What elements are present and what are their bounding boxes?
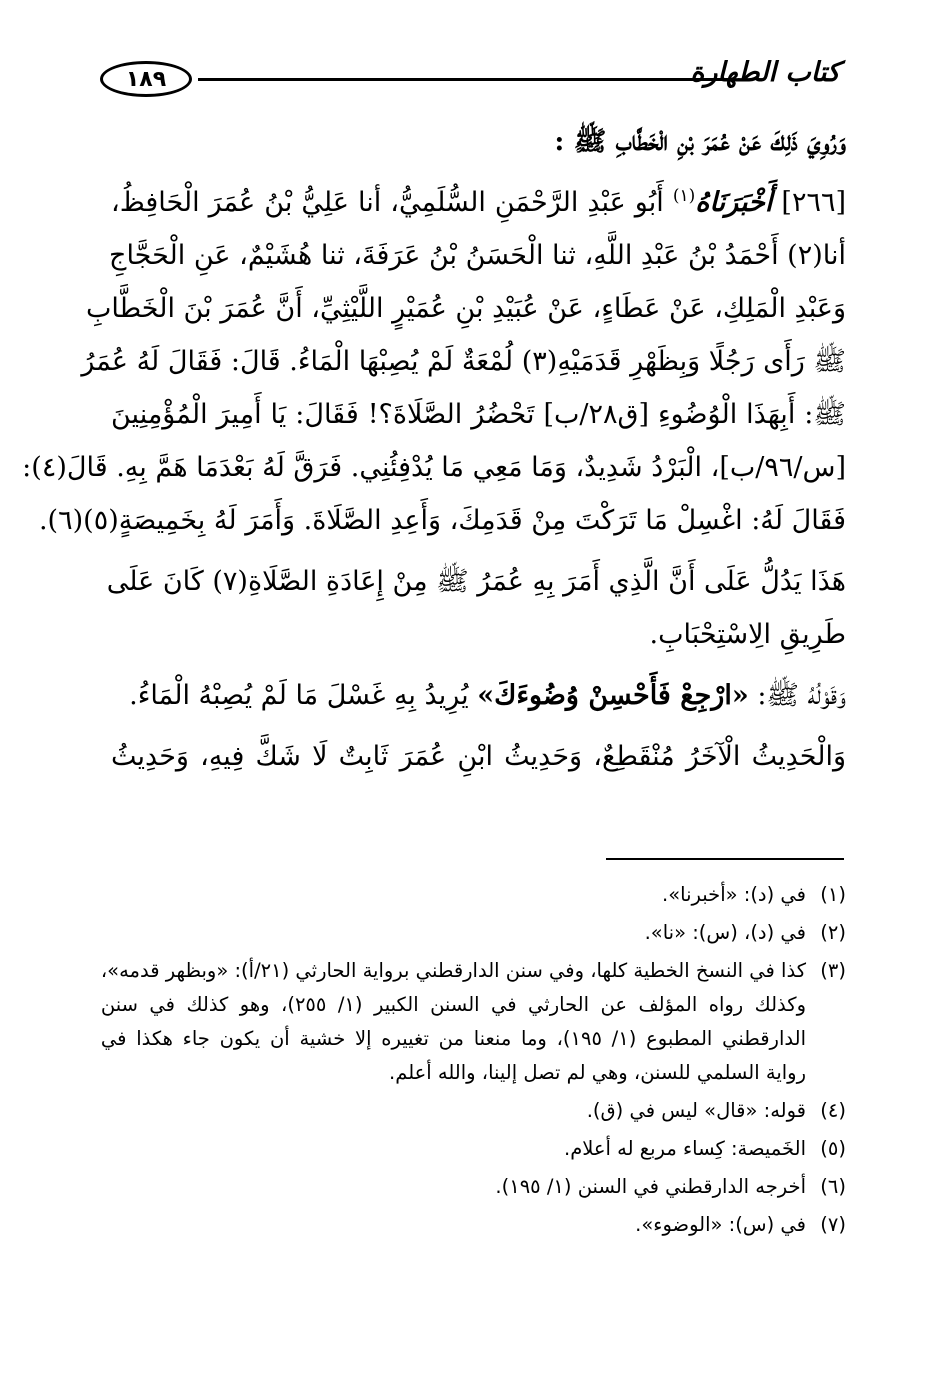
text-line <box>111 669 846 722</box>
footnote-text: في (د): «أخبرنا». <box>662 883 806 906</box>
footnotes <box>100 878 846 1246</box>
footnote-text: وكذلك رواه المؤلف عن الحارثي في السنن الكبير (١/ ٢٥٥)، وهو كذلك في سنن <box>100 993 806 1016</box>
footnote-separator <box>606 858 844 860</box>
text-line: [س/٩٦/ب]، الْبَرْدُ شَدِيدٌ، وَمَا مَعِي مَا يُدْفِئُنِي. فَرَقَّ لَهُ بَعْدَمَا هَمَّ بِهِ. قَالَ(٤): <box>22 452 846 483</box>
footnote-text: الدارقطني المطبوع (١/ ١٩٥)، وما منعنا من تغييره إلا خشية أن يكون جاء هكذا في <box>100 1027 806 1050</box>
footnote <box>106 1094 846 1128</box>
main-text <box>22 115 846 783</box>
footnote-number: (٢) <box>820 921 846 944</box>
text-line-content: أَبُو عَبْدِ الرَّحْمَنِ السُّلَمِيُّ، أنا عَلِيُّ بْنُ عُمَرَ الْحَافِظُ، <box>111 187 664 218</box>
footnote-text: في (س): «الوضوء». <box>635 1213 806 1236</box>
text-line: هَذَا يَدُلُّ عَلَى أَنَّ الَّذِي أَمَرَ بِهِ عُمَرُ ﷺ مِنْ إِعَادَةِ الصَّلَاةِ(٧) كَانَ عَلَى <box>106 566 846 597</box>
text-line-content: يُرِيدُ بِهِ غَسْلَ مَا لَمْ يُصِبْهُ الْمَاءُ. <box>129 680 469 711</box>
footnote <box>106 1208 846 1242</box>
footnote-text: الخَميصة: كِساء مربع له أعلام. <box>564 1137 806 1160</box>
footnote <box>106 878 846 912</box>
text-line: ﷺ رَأَى رَجُلًا وَبِظَهْرِ قَدَمَيْهِ(٣) لُمْعَةٌ لَمْ يُصِبْهَا الْمَاءُ. قَالَ: فَقَالَ لَهُ عُمَرُ <box>81 346 846 377</box>
footnote-number: (٦) <box>820 1175 846 1198</box>
footnote-number: (٣) <box>820 959 846 982</box>
footnote-text: في (د)، (س): «نا». <box>644 921 806 944</box>
page-header <box>100 55 840 107</box>
footnote-text: رواية السلمي للسنن، وهي لم تصل إلينا، والله أعلم. <box>389 1061 806 1084</box>
page-number-text: ١٨٩ <box>125 66 167 92</box>
text-line: طَرِيقِ الِاسْتِحْبَابِ. <box>649 619 846 650</box>
text-line: وَعَبْدِ الْمَلِكِ، عَنْ عَطَاءٍ، عَنْ عُبَيْدِ بْنِ عُمَيْرٍ اللَّيْثِيِّ، أَنَّ عُمَرَ بْنَ الْخَطَّابِ <box>86 293 846 324</box>
footnote-number: (١) <box>820 883 846 906</box>
text-line: ﷺ: أَبِهَذَا الْوُضُوءِ [ق٢٨/ب] تَحْضُرُ الصَّلَاةَ؟! فَقَالَ: يَا أَمِيرَ الْمُؤْمِنِينَ <box>111 399 846 430</box>
text-line: أنا(٢) أَحْمَدُ بْنُ عَبْدِ اللَّهِ، ثنا الْحَسَنُ بْنُ عَرَفَةَ، ثنا هُشَيْمٌ، عَنِ الْحَجَّاجِ <box>109 240 846 271</box>
book-title: كتاب الطهارة <box>690 57 840 88</box>
akhbarana: أَخْبَرَنَاهُ <box>695 187 773 218</box>
footnote <box>100 954 846 1090</box>
footnote-text: قوله: «قال» ليس في (ق). <box>586 1099 806 1122</box>
footnote-ref: (١) <box>672 186 696 206</box>
header-rule <box>198 78 728 81</box>
hadith-number: [٢٦٦] <box>781 187 846 218</box>
text-line: وَرُوِيَ ذَلِكَ عَنْ عُمَرَ بْنِ الْخَطَّابِ ﷺ : <box>554 126 846 157</box>
footnote-number: (٧) <box>820 1213 846 1236</box>
footnote-text: كذا في النسخ الخطية كلها، وفي سنن الدارقطني برواية الحارثي (٢١/أ): «وبظهر قدمه»، <box>100 959 806 982</box>
text-line: فَقَالَ لَهُ: اغْسِلْ مَا تَرَكْتَ مِنْ قَدَمِكَ، وَأَعِدِ الصَّلَاةَ. وَأَمَرَ لَهُ بِخَمِيصَةٍ(٥)(٦). <box>38 505 846 536</box>
qawluhu: وَقَوْلُهُ ﷺ: <box>757 680 846 711</box>
prophet-quote: «ارْجِعْ فَأَحْسِنْ وُضُوءَكَ» <box>477 680 749 711</box>
footnote <box>106 1170 846 1204</box>
footnote-text: أخرجه الدارقطني في السنن (١/ ١٩٥). <box>495 1175 806 1198</box>
footnote-number: (٤) <box>820 1099 846 1122</box>
text-line: وَالْحَدِيثُ الْآخَرُ مُنْقَطِعٌ، وَحَدِيثُ ابْنِ عُمَرَ ثَابِتٌ لَا شَكَّ فِيهِ، وَحَدِيثُ <box>111 741 846 772</box>
footnote <box>106 1132 846 1166</box>
footnote <box>106 916 846 950</box>
page-number <box>100 61 192 97</box>
footnote-number: (٥) <box>820 1137 846 1160</box>
text-line <box>111 176 846 229</box>
